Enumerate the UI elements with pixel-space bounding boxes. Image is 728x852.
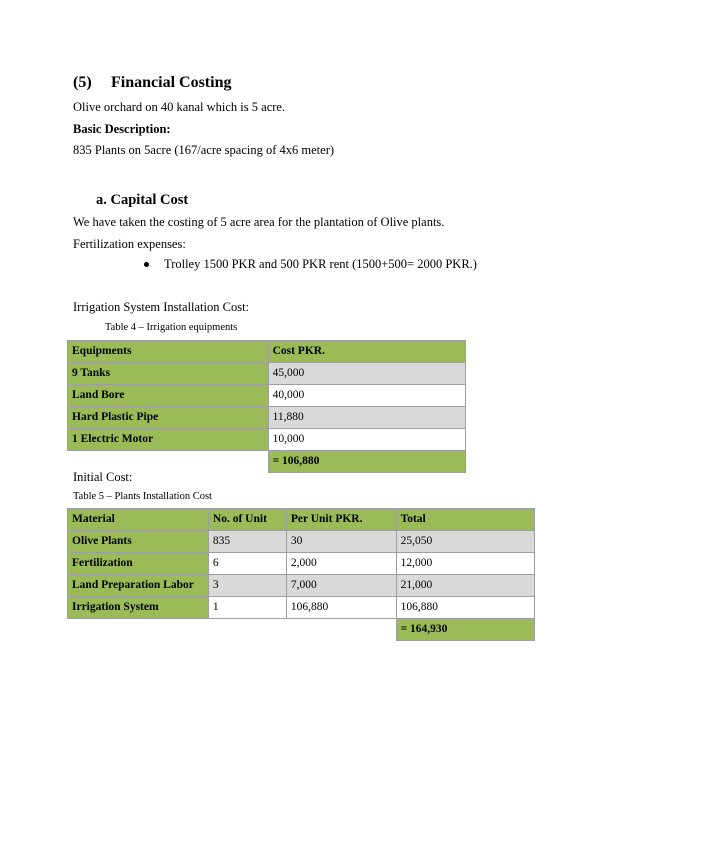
row-value: 1 <box>208 597 286 619</box>
row-value: 25,050 <box>396 531 534 553</box>
irrigation-table <box>67 340 466 473</box>
header-cell: Equipments <box>68 341 269 363</box>
table-total-row <box>68 619 535 641</box>
table5-caption: Table 5 – Plants Installation Cost <box>73 491 212 502</box>
table-row <box>68 531 535 553</box>
row-label: Land Preparation Labor <box>68 575 209 597</box>
row-value: 21,000 <box>396 575 534 597</box>
row-value: 3 <box>208 575 286 597</box>
blank-cell <box>208 619 286 641</box>
intro-line: Olive orchard on 40 kanal which is 5 acre. <box>73 100 286 114</box>
row-value: 106,880 <box>286 597 396 619</box>
capital-cost-heading: a. Capital Cost <box>96 192 189 208</box>
row-value: 835 <box>208 531 286 553</box>
row-value: 10,000 <box>268 429 465 451</box>
row-value: 40,000 <box>268 385 465 407</box>
header-cell: No. of Unit <box>208 509 286 531</box>
row-value: 6 <box>208 553 286 575</box>
table-row <box>68 407 466 429</box>
fertilization-bullet: Trolley 1500 PKR and 500 PKR rent (1500+500= 2000 PKR.) <box>164 257 477 271</box>
table-row <box>68 597 535 619</box>
row-value: 11,880 <box>268 407 465 429</box>
capital-cost-text: We have taken the costing of 5 acre area for the plantation of Olive plants. <box>73 215 445 229</box>
plants-cost-table <box>67 508 535 641</box>
table-row <box>68 363 466 385</box>
row-value: 30 <box>286 531 396 553</box>
section-number: (5) <box>73 74 92 91</box>
bullet-icon <box>144 262 149 267</box>
total-cell: = 164,930 <box>396 619 534 641</box>
basic-description-label: Basic Description: <box>73 122 171 136</box>
header-cell: Material <box>68 509 209 531</box>
table-header-row <box>68 341 466 363</box>
table-row <box>68 385 466 407</box>
row-value: 2,000 <box>286 553 396 575</box>
row-value: 106,880 <box>396 597 534 619</box>
header-cell: Total <box>396 509 534 531</box>
table-header-row <box>68 509 535 531</box>
table-row <box>68 553 535 575</box>
row-value: 7,000 <box>286 575 396 597</box>
fertilization-label: Fertilization expenses: <box>73 237 186 251</box>
header-cell: Cost PKR. <box>268 341 465 363</box>
table-row <box>68 575 535 597</box>
section-heading <box>73 74 231 92</box>
row-value: 12,000 <box>396 553 534 575</box>
table-row <box>68 429 466 451</box>
row-label: 9 Tanks <box>68 363 269 385</box>
row-label: Olive Plants <box>68 531 209 553</box>
row-value: 45,000 <box>268 363 465 385</box>
initial-cost-label: Initial Cost: <box>73 470 133 484</box>
blank-cell <box>286 619 396 641</box>
row-label: Hard Plastic Pipe <box>68 407 269 429</box>
header-cell: Per Unit PKR. <box>286 509 396 531</box>
row-label: Land Bore <box>68 385 269 407</box>
total-cell: = 106,880 <box>268 451 465 473</box>
section-title: Financial Costing <box>111 74 232 91</box>
blank-cell <box>68 619 209 641</box>
row-label: 1 Electric Motor <box>68 429 269 451</box>
plants-description: 835 Plants on 5acre (167/acre spacing of 4x6 meter) <box>73 143 335 157</box>
irrigation-label: Irrigation System Installation Cost: <box>73 300 250 314</box>
row-label: Irrigation System <box>68 597 209 619</box>
table4-caption: Table 4 – Irrigation equipments <box>105 322 238 333</box>
row-label: Fertilization <box>68 553 209 575</box>
